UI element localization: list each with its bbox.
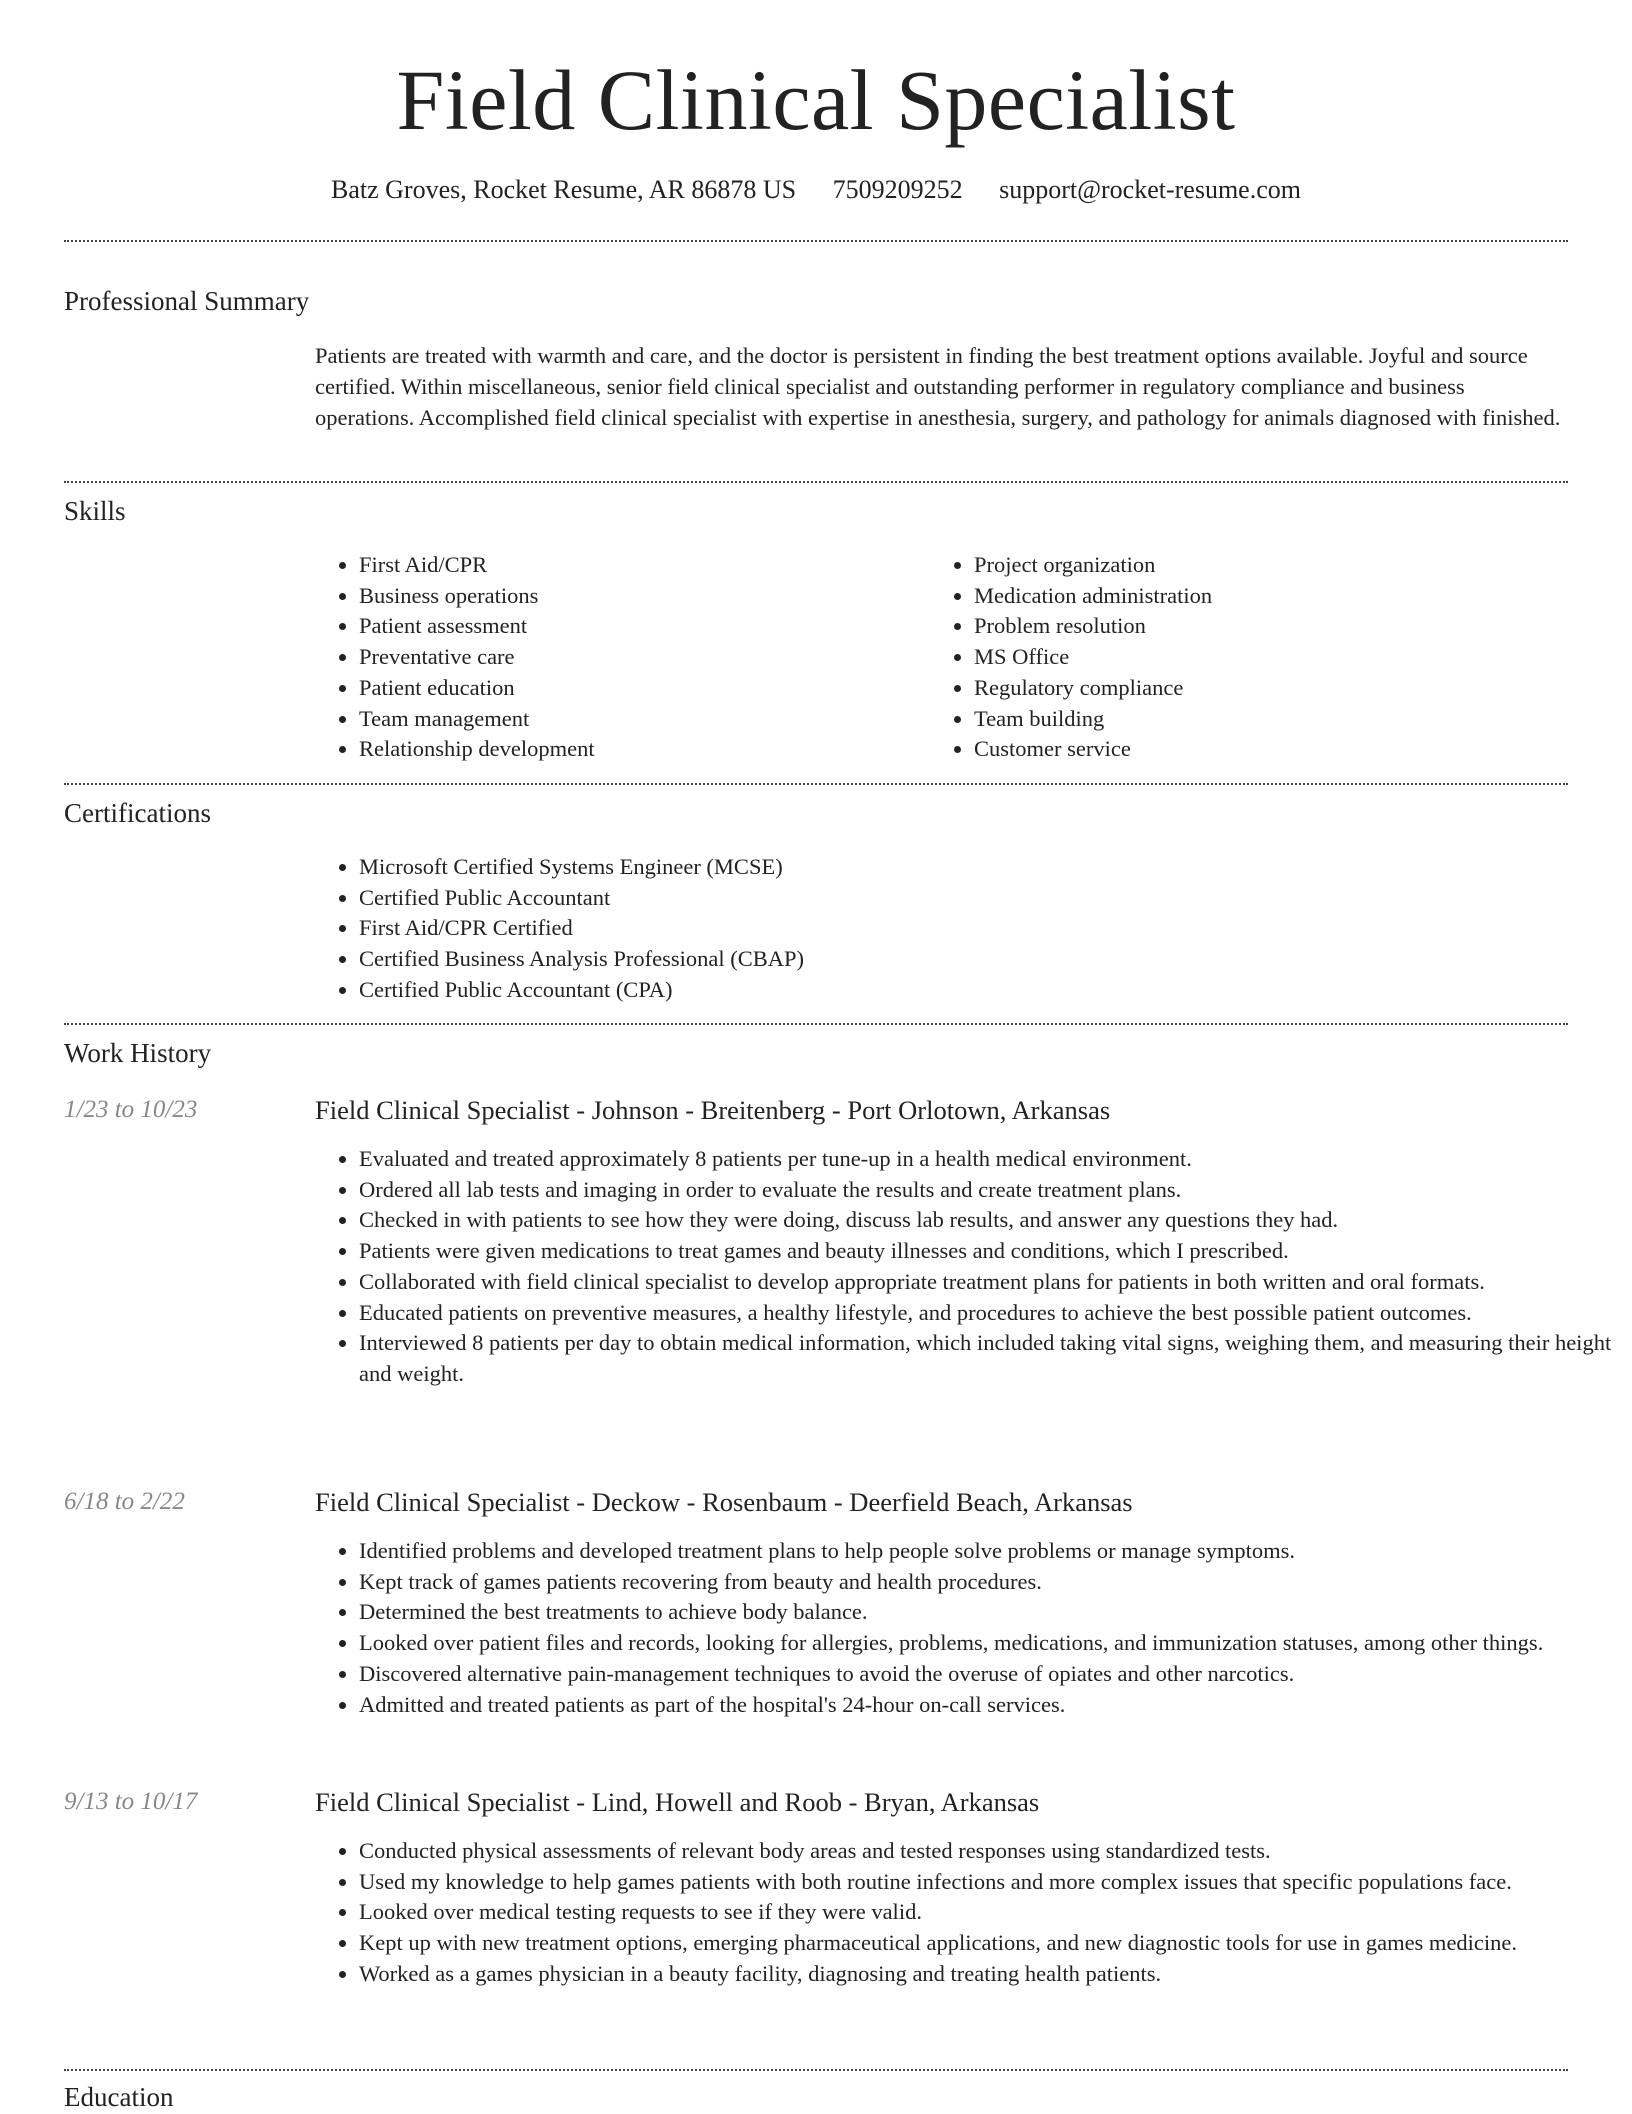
skill-item: • Project organization	[974, 550, 1574, 581]
divider	[64, 240, 1568, 242]
job-bullet: • Admitted and treated patients as part of the hospital's 24-hour on-call services.	[359, 1690, 1614, 1721]
divider	[64, 2069, 1568, 2071]
skill-item: • MS Office	[974, 642, 1574, 673]
job-bullet: • Discovered alternative pain-management techniques to avoid the overuse of opiates and other narcotics.	[359, 1659, 1614, 1690]
job-title: Field Clinical Specialist - Johnson - Breitenberg - Port Orlotown, Arkansas	[315, 1095, 1111, 1125]
contact-phone: 7509209252	[832, 175, 963, 204]
job-bullet: • Educated patients on preventive measures, a healthy lifestyle, and procedures to achieve the best possible patient outcomes.	[359, 1298, 1614, 1329]
resume-name: Field Clinical Specialist	[396, 52, 1236, 148]
job-bullets	[315, 1836, 1614, 1990]
skills-list-right	[930, 550, 1574, 765]
job-bullet: • Looked over medical testing requests to see if they were valid.	[359, 1897, 1614, 1928]
certification-item: • Certified Public Accountant	[359, 883, 1559, 914]
contact-line	[0, 170, 1632, 210]
section-title-skills: Skills	[64, 496, 126, 526]
job-bullet: • Collaborated with field clinical specialist to develop appropriate treatment plans for patients in both written and oral formats.	[359, 1267, 1614, 1298]
section-title-summary: Professional Summary	[64, 286, 310, 316]
skill-item: • Team building	[974, 704, 1574, 735]
skill-item: • Problem resolution	[974, 611, 1574, 642]
skill-item: • Medication administration	[974, 581, 1574, 612]
skill-item: • Patient assessment	[359, 611, 919, 642]
job-bullets	[315, 1536, 1614, 1720]
job-bullet: • Looked over patient files and records, looking for allergies, problems, medications, and immunization statuses, among other things.	[359, 1628, 1614, 1659]
job-bullet: • Conducted physical assessments of relevant body areas and tested responses using standardized tests.	[359, 1836, 1614, 1867]
section-title-work-history: Work History	[64, 1038, 212, 1068]
job-bullet: • Kept track of games patients recovering from beauty and health procedures.	[359, 1567, 1614, 1598]
job-title: Field Clinical Specialist - Deckow - Rosenbaum - Deerfield Beach, Arkansas	[315, 1487, 1133, 1517]
job-bullet: • Kept up with new treatment options, emerging pharmaceutical applications, and new diagnostic tools for use in games medicine.	[359, 1928, 1614, 1959]
job-bullet: • Interviewed 8 patients per day to obtain medical information, which included taking vital signs, weighing them, and measuring their height and weight.	[359, 1328, 1614, 1389]
divider	[64, 481, 1568, 483]
job-bullet: • Ordered all lab tests and imaging in order to evaluate the results and create treatment plans.	[359, 1175, 1614, 1206]
certifications-list	[315, 852, 1559, 1006]
job-bullet: • Evaluated and treated approximately 8 patients per tune-up in a health medical environment.	[359, 1144, 1614, 1175]
skill-item: • Regulatory compliance	[974, 673, 1574, 704]
divider	[64, 783, 1568, 785]
job-dates: 6/18 to 2/22	[64, 1488, 185, 1515]
contact-address: Batz Groves, Rocket Resume, AR 86878 US	[331, 175, 797, 204]
job-bullets	[315, 1144, 1614, 1390]
job-bullet: • Patients were given medications to treat games and beauty illnesses and conditions, which I prescribed.	[359, 1236, 1614, 1267]
certification-item: • Microsoft Certified Systems Engineer (MCSE)	[359, 852, 1559, 883]
job-bullet: • Determined the best treatments to achieve body balance.	[359, 1597, 1614, 1628]
skill-item: • First Aid/CPR	[359, 550, 919, 581]
job-dates: 9/13 to 10/17	[64, 1788, 198, 1815]
job-bullet: • Worked as a games physician in a beauty facility, diagnosing and treating health patients.	[359, 1959, 1614, 1990]
section-title-certifications: Certifications	[64, 798, 211, 828]
certification-item: • Certified Business Analysis Professional (CBAP)	[359, 944, 1559, 975]
skill-item: • Relationship development	[359, 734, 919, 765]
section-title-education: Education	[64, 2082, 174, 2112]
skills-list-left	[315, 550, 919, 765]
divider	[64, 1023, 1568, 1025]
skill-item: • Customer service	[974, 734, 1574, 765]
contact-email[interactable]: support@rocket-resume.com	[999, 175, 1301, 204]
job-title: Field Clinical Specialist - Lind, Howell and Roob - Bryan, Arkansas	[315, 1787, 1040, 1817]
skill-item: • Team management	[359, 704, 919, 735]
summary-text: Patients are treated with warmth and care, and the doctor is persistent in finding the best treatment options available. Joyful and source certified. Within miscellaneous, senior field clinical specialist and outstanding performer in regulatory compliance and business operations. Accomplished field clinical specialist with expertise in anesthesia, surgery, and pathology for animals diagnosed with finished.	[315, 343, 1561, 430]
job-bullet: • Used my knowledge to help games patients with both routine infections and more complex issues that specific populations face.	[359, 1867, 1614, 1898]
job-bullet: • Identified problems and developed treatment plans to help people solve problems or manage symptoms.	[359, 1536, 1614, 1567]
job-dates: 1/23 to 10/23	[64, 1096, 198, 1123]
skill-item: • Patient education	[359, 673, 919, 704]
job-bullet: • Checked in with patients to see how they were doing, discuss lab results, and answer any questions they had.	[359, 1205, 1614, 1236]
skill-item: • Preventative care	[359, 642, 919, 673]
skill-item: • Business operations	[359, 581, 919, 612]
certification-item: • First Aid/CPR Certified	[359, 913, 1559, 944]
certification-item: • Certified Public Accountant (CPA)	[359, 975, 1559, 1006]
